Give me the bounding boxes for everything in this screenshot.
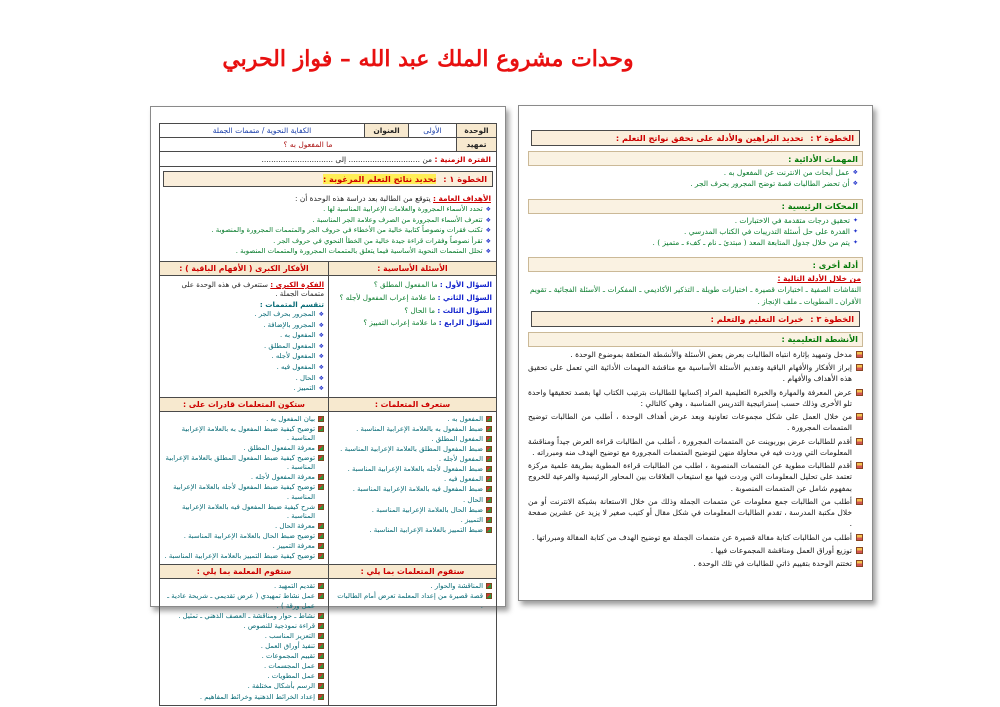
step1-table: [159, 123, 497, 706]
teacher-activity-text: عمل المطويات .: [267, 672, 315, 681]
able-to-item: [164, 552, 324, 561]
will-know-item: [333, 445, 492, 454]
bullet-icon: [318, 663, 324, 669]
diamond-icon: ✦: [852, 216, 858, 224]
teacher-activity-item: [164, 622, 324, 631]
bullet-icon: [486, 416, 492, 422]
key-criteria-header: المحكات الرئيسية :: [528, 199, 863, 214]
division-item: [164, 321, 324, 331]
division-item: [164, 384, 324, 394]
goal-item: [165, 226, 491, 236]
bullet-icon: [486, 593, 492, 599]
bullet-icon: [318, 426, 324, 432]
students-do-header: ستقوم المتعلمات بما يلي :: [328, 565, 496, 579]
question-text: ما الحال ؟: [404, 305, 436, 315]
will-know-text: المفعول فيه .: [443, 475, 483, 484]
period-row: [160, 152, 496, 167]
learning-activity-item: [528, 411, 863, 434]
bullet-icon: [318, 643, 324, 649]
division-item: [164, 352, 324, 362]
able-to-text: بيان المفعول به .: [266, 414, 315, 423]
learning-activity-text: أطلب من الطالبات كتابة مقالة قصيرة عن متممات الجملة مع توضيح الهدف من كتابة المقالة ومبرراتها .: [531, 532, 852, 542]
criteria-item: [533, 216, 858, 226]
performance-task-text: عمل أبحاث من الانترنت عن المفعول به .: [723, 168, 850, 177]
learning-activity-text: توزيع أوراق العمل ومناقشة المجموعات فيها .: [710, 545, 852, 555]
able-to-header: ستكون المتعلمات قادرات على :: [160, 398, 328, 412]
step1-page: [150, 106, 506, 701]
teacher-activity-text: تقديم التمهيد .: [273, 582, 315, 591]
will-know-item: [333, 516, 492, 525]
goals-header-label: الأهداف العامة :: [433, 194, 491, 203]
goal-text: تحدد الأسماء المجرورة والعلامات الإعرابية المناسبة لها .: [323, 205, 483, 213]
bullet-icon: [856, 560, 863, 567]
big-ideas-header: الأفكار الكبرى ( الأفهام الباقية ) :: [160, 262, 328, 276]
big-idea-text: ستتعرف في هذه الوحدة على متممات الجملة .: [181, 279, 324, 298]
bullet-icon: [318, 455, 324, 461]
big-idea-label: الفكرة الكبرى :: [270, 279, 324, 289]
bullet-icon: [318, 553, 324, 559]
teacher-activity-item: [164, 662, 324, 671]
bullet-icon: [486, 446, 492, 452]
step2-header-box: [531, 130, 860, 146]
division-item: [164, 363, 324, 373]
teacher-activity-item: [164, 652, 324, 661]
bullet-icon: [486, 527, 492, 533]
will-know-text: الحال .: [463, 495, 483, 504]
title-label: العنوان: [364, 124, 408, 138]
bullet-icon: [318, 673, 324, 679]
goal-item: [165, 205, 491, 215]
teacher-activity-text: الرسم بأشكال مختلفة .: [247, 682, 315, 691]
bullet-icon: [318, 416, 324, 422]
student-activity-item: [333, 582, 492, 591]
performance-task-item: [533, 168, 858, 178]
bullet-icon: [318, 504, 324, 510]
diamond-icon: ✦: [852, 227, 858, 235]
performance-task-item: [533, 179, 858, 189]
period-label: الفترة الزمنية :: [434, 154, 491, 164]
division-text: التمييز .: [293, 384, 316, 393]
bullet-icon: [856, 462, 863, 469]
diamond-icon: ❖: [318, 310, 324, 318]
diamond-icon: ❖: [318, 385, 324, 393]
able-to-text: توضيح كيفية ضبط المفعول المطلق بالعلامة الإعرابية المناسبة .: [165, 454, 315, 472]
will-know-text: ضبط المفعول به بالعلامة الإعرابية المناسبة .: [356, 424, 483, 433]
will-know-text: المفعول به .: [447, 414, 483, 423]
question-item: [333, 293, 492, 303]
essential-questions-header: الأسئلة الأساسية :: [328, 262, 496, 276]
diamond-icon: ❖: [318, 353, 324, 361]
knowledge-header-row: [160, 397, 496, 412]
will-know-item: [333, 455, 492, 464]
student-activity-item: [333, 592, 492, 610]
bullet-icon: [318, 445, 324, 451]
able-to-text: توضيح ضبط الحال بالعلامة الإعرابية المناسبة .: [183, 532, 315, 541]
bullet-icon: [486, 456, 492, 462]
step1-title: تحديد نتائج التعلم المرغوبة :: [322, 174, 437, 184]
teacher-activity-text: إعداد الخرائط الذهنية وخرائط المفاهيم .: [199, 692, 315, 701]
teacher-activity-text: قراءة نموذجية للنصوص .: [243, 621, 315, 630]
bullet-icon: [856, 498, 863, 505]
division-item: [164, 342, 324, 352]
criteria-item: [533, 227, 858, 237]
question-label: السؤال الرابع :: [438, 318, 492, 328]
goal-text: تتعرف الأسماء المجرورة من الصرف وعلامة الجر المناسبة .: [312, 215, 483, 224]
able-to-cell: [160, 412, 328, 565]
criteria-text: تحقيق درجات متقدمة في الاختبارات .: [734, 215, 850, 225]
bullet-icon: [318, 623, 324, 629]
diamond-icon: ❖: [485, 216, 491, 224]
period-value: من .............................. إلى ..............................: [261, 154, 433, 164]
bullet-icon: [318, 523, 324, 529]
bullet-icon: [318, 474, 324, 480]
teacher-activity-item: [164, 672, 324, 681]
activities-header-row: [160, 564, 496, 579]
will-know-item: [333, 526, 492, 535]
division-text: المفعول لأجله .: [271, 352, 316, 361]
will-know-text: المفعول لأجله .: [438, 455, 483, 464]
teacher-activity-text: تنفيذ أوراق العمل .: [260, 642, 315, 651]
will-know-item: [333, 485, 492, 494]
bullet-icon: [486, 466, 492, 472]
learning-activity-text: تختتم الوحدة بتقييم ذاتي للطالبات في تلك الوحدة .: [693, 559, 852, 569]
step1-label: الخطوة ١ :: [443, 174, 487, 184]
learning-activities-header: الأنشطة التعليمية :: [528, 332, 863, 347]
essential-questions-cell: [328, 276, 496, 397]
teacher-activity-text: عمل نشاط تمهيدي ( عرض تقديمي ـ شريحة عادية ـ عمل ورقة ) .: [167, 592, 315, 610]
question-item: [333, 306, 492, 316]
able-to-item: [164, 454, 324, 472]
teacher-activity-text: تقييم المجموعات .: [261, 652, 315, 661]
diamond-icon: ❖: [318, 321, 324, 329]
learning-activity-item: [528, 436, 863, 459]
will-know-text: ضبط المفعول لأجله بالعلامة الإعرابية المناسبة .: [347, 465, 483, 474]
bullet-icon: [486, 517, 492, 523]
bullet-icon: [856, 389, 863, 396]
question-label: السؤال الثاني :: [437, 293, 492, 303]
diamond-icon: ✦: [852, 239, 858, 247]
able-to-text: معرفة المفعول لأجله .: [250, 473, 315, 482]
learning-activity-text: أطلب من الطالبات جمع معلومات عن متممات الجملة وذلك من خلال الاستعانة بشبكة الانترنت أو من خلال مكتبة المدرسة ، تقدم الطالبات المعلومات في شكل مقال أو كتيب صغير لا يزيد عن عشرين صفحة .: [528, 496, 852, 529]
diamond-icon: ❖: [485, 237, 491, 245]
diamond-icon: ❖: [485, 206, 491, 213]
division-text: المفعول المطلق .: [263, 341, 316, 350]
unit-value: الأولى: [408, 124, 456, 138]
learning-activity-text: مدخل وتمهيد بإثارة انتباه الطالبات بعرض بعض الأسئلة والأنشطة المتعلقة بموضوع الوحدة .: [570, 349, 852, 359]
diamond-icon: ❖: [852, 180, 858, 188]
diamond-icon: ❖: [318, 374, 324, 382]
teacher-activity-item: [164, 632, 324, 641]
teacher-activity-item: [164, 642, 324, 651]
will-know-text: ضبط المفعول فيه بالعلامة الإعرابية المناسبة .: [352, 485, 483, 494]
step3-label: الخطوة ٣ :: [810, 313, 854, 324]
will-know-text: ضبط الحال بالعلامة الإعرابية المناسبة .: [371, 505, 483, 514]
bullet-icon: [318, 653, 324, 659]
division-text: المجرور بالإضافة .: [263, 320, 316, 329]
other-evidence-header: أدلة أخرى :: [528, 257, 863, 272]
learning-activity-text: أقدم للطالبات عرض بوربوينت عن المتممات المجرورة ، أطلب من الطالبات قراءة العرض جيداً ومناقشة المعلومات التي وردت فيه في محاولة منهن لتوضيح المتممات المجرورة مع توضيح الهدف منه ومبرراته .: [528, 436, 852, 457]
bullet-icon: [486, 486, 492, 492]
will-know-item: [333, 475, 492, 484]
learning-activity-text: إبراز الأفكار والأفهام الباقية وتقديم الأسئلة الأساسية مع مناقشة المهمات الأدائية التي تعمل على تحقيق هذه الأهداف والأفهام .: [528, 363, 852, 384]
performance-tasks-header: المهمات الأدائية :: [528, 151, 863, 166]
unit-info-row: [160, 124, 496, 138]
student-activity-text: المناقشة والحوار .: [430, 582, 483, 591]
will-know-item: [333, 506, 492, 515]
intro-row: [160, 138, 496, 152]
will-know-header: ستعرف المتعلمات :: [328, 398, 496, 412]
learning-activity-text: أقدم للطالبات مطوية عن المتممات المنصوبة ، اطلب من الطالبات قراءة المطوية بطريقة علمية مركزة تعتمد على تحليل المعلومات التي وردت فيها مع استيعاب العلاقات بين المحاور الرئيسية والفرعية للخروج بمفهوم شامل عن المتممات المنصوبة .: [528, 461, 852, 493]
learning-activity-item: [528, 496, 863, 530]
diamond-icon: ❖: [318, 342, 324, 350]
big-idea-line: [164, 280, 324, 298]
unit-label: الوحدة: [456, 124, 496, 138]
division-item: [164, 331, 324, 341]
learning-activity-item: [528, 558, 863, 569]
goals-header-rest: يتوقع من الطالبة بعد دراسة هذه الوحدة أن :: [295, 194, 431, 203]
bullet-icon: [318, 533, 324, 539]
bullet-icon: [856, 534, 863, 541]
able-to-text: شرح كيفية ضبط المفعول فيه بالعلامة الإعرابية المناسبة .: [182, 502, 315, 520]
bullet-icon: [318, 613, 324, 619]
division-text: المجرور بحرف الجر .: [254, 309, 316, 318]
step2-label: الخطوة ٢ :: [810, 133, 854, 143]
learning-activity-text: عرض المعرفة والمهارة والخبرة التعليمية المراد إكسابها للطالبات بترتيب الكتاب لها بقصد تحقيقها واحدة تلو الأخرى وذلك حسب إستراتيجية التدريس المناسبة ، وهي كالتالي :: [528, 387, 852, 408]
criteria-text: القدرة على حل أسئلة التدريبات في الكتاب المدرسي .: [684, 226, 850, 236]
able-to-item: [164, 532, 324, 541]
bullet-icon: [856, 364, 863, 371]
teacher-activity-text: نشاط ـ حوار ومناقشة ـ العصف الذهني ـ تمثيل .: [178, 611, 315, 620]
bullet-icon: [318, 593, 324, 599]
teacher-do-cell: [160, 579, 328, 704]
able-to-text: توضيح كيفية ضبط المفعول لأجله بالعلامة الإعرابية المناسبة .: [173, 483, 315, 501]
learning-activity-item: [528, 545, 863, 556]
bullet-icon: [856, 438, 863, 445]
bullet-icon: [486, 426, 492, 432]
bullet-icon: [856, 413, 863, 420]
will-know-item: [333, 496, 492, 505]
ideas-questions-body: [160, 276, 496, 397]
goals-header: [160, 191, 496, 204]
document-title: وحدات مشروع الملك عبد الله – فواز الحربي: [222, 46, 634, 72]
able-to-text: معرفة المفعول المطلق .: [243, 444, 315, 453]
question-label: السؤال الثالث :: [437, 305, 492, 315]
diamond-icon: ❖: [318, 363, 324, 371]
knowledge-body: [160, 412, 496, 565]
question-text: ما المفعول المطلق ؟: [373, 280, 438, 290]
able-to-item: [164, 444, 324, 453]
other-evidence-lead: من خلال الأدلة التالية :: [777, 274, 861, 284]
teacher-activity-item: [164, 693, 324, 702]
bullet-icon: [856, 351, 863, 358]
division-text: المفعول فيه .: [276, 362, 316, 371]
learning-activity-item: [528, 532, 863, 543]
question-label: السؤال الأول :: [439, 280, 492, 290]
step3-header-box: [531, 311, 860, 327]
goal-text: تكتب فقرات ونصوصاً كتابية خالية من الأخطاء في حروف الجر والمتممات المجرورة والمنصوبة .: [211, 226, 483, 235]
teacher-activity-item: [164, 592, 324, 610]
will-know-text: ضبط المفعول المطلق بالعلامة الإعرابية المناسبة .: [340, 445, 483, 454]
bullet-icon: [486, 507, 492, 513]
division-text: الحال .: [295, 373, 316, 382]
criteria-item: [533, 238, 858, 248]
intro-label: تمهيد: [456, 138, 496, 152]
learning-activity-text: من خلال العمل على شكل مجموعات تعاونية وبعد عرض أهداف الوحدة ، أطلب من الطالبات توضيح المتممات المجرورة .: [528, 412, 852, 433]
divisions-label: تنقسم المتممات :: [259, 299, 324, 309]
bullet-icon: [318, 583, 324, 589]
will-know-item: [333, 465, 492, 474]
goal-text: تحلل المتممات النحوية الأساسية فيما يتعلق بالمتممات المجرورة والمتممات المنصوبة .: [235, 247, 483, 256]
teacher-activity-item: [164, 612, 324, 621]
question-item: [333, 280, 492, 290]
step1-header-box: [163, 171, 493, 187]
bullet-icon: [318, 633, 324, 639]
teacher-activity-item: [164, 682, 324, 691]
will-know-text: التمييز .: [460, 515, 483, 524]
diamond-icon: ❖: [485, 248, 491, 256]
able-to-text: توضيح كيفية ضبط التمييز بالعلامة الإعرابية المناسبة .: [164, 552, 315, 561]
teacher-activity-text: عمل المجسمات .: [263, 662, 315, 671]
learning-activity-item: [528, 387, 863, 410]
big-idea-cell: [160, 276, 328, 397]
division-text: المفعول به .: [280, 331, 316, 340]
student-activity-text: قصة قصيرة من إعداد المعلمة تعرض أمام الطالبات .: [337, 592, 483, 610]
will-know-text: ضبط التمييز بالعلامة الإعرابية المناسبة .: [369, 525, 483, 534]
bullet-icon: [318, 543, 324, 549]
question-item: [333, 318, 492, 328]
goal-item: [165, 247, 491, 257]
learning-activities-list: [528, 349, 863, 570]
able-to-item: [164, 542, 324, 551]
teacher-activity-item: [164, 582, 324, 591]
able-to-item: [164, 522, 324, 531]
goal-item: [165, 216, 491, 226]
will-know-cell: [328, 412, 496, 565]
performance-tasks-list: [528, 168, 863, 194]
bullet-icon: [318, 694, 324, 700]
learning-activity-item: [528, 362, 863, 385]
able-to-item: [164, 425, 324, 443]
students-do-cell: [328, 579, 496, 704]
divisions-list: [164, 310, 324, 394]
diamond-icon: ❖: [485, 227, 491, 235]
goal-item: [165, 237, 491, 247]
learning-activity-item: [528, 349, 863, 360]
question-text: ما علامة إعراب المفعول لأجله ؟: [339, 293, 436, 303]
able-to-text: توضيح كيفية ضبط المفعول به بالعلامة الإعرابية المناسبة .: [181, 424, 315, 442]
teacher-do-header: ستقوم المعلمة بما يلي :: [160, 565, 328, 579]
bullet-icon: [486, 497, 492, 503]
diamond-icon: ❖: [852, 169, 858, 176]
able-to-item: [164, 503, 324, 521]
will-know-item: [333, 425, 492, 434]
criteria-text: يتم من خلال جدول المتابعة المعد ( مبتدئ ـ نام ـ كفء ـ متميز ) .: [652, 238, 850, 248]
other-evidence-text: النقاشات الصفية ـ اختبارات قصيرة ـ اختبارات طويلة ـ التذكير الأكاديمي ـ المفكرات ـ الأسئلة الفجائية ـ تقويم الأقران ـ المطويات ـ ملف الإنجاز .: [530, 285, 861, 306]
bullet-icon: [856, 547, 863, 554]
division-item: [164, 374, 324, 384]
step3-title: خبرات التعليم والتعلم :: [710, 313, 804, 324]
question-text: ما علامة إعراب التمييز ؟: [363, 318, 437, 328]
bullet-icon: [318, 484, 324, 490]
able-to-item: [164, 473, 324, 482]
bullet-icon: [486, 476, 492, 482]
teacher-activity-text: التعزيز المناسب .: [264, 631, 315, 640]
goals-list: [160, 205, 496, 261]
diamond-icon: ❖: [318, 332, 324, 340]
able-to-text: معرفة الحال .: [275, 521, 315, 530]
performance-task-text: أن تحضر الطالبات قصة توضح المجرور بحرف الجر .: [690, 179, 850, 189]
bullet-icon: [486, 436, 492, 442]
ideas-questions-header-row: [160, 261, 496, 276]
key-criteria-list: [528, 216, 863, 253]
activities-body: [160, 579, 496, 704]
step2-title: تحديد البراهين والأدلة على تحقق نواتج التعلم :: [615, 133, 804, 143]
will-know-item: [333, 435, 492, 444]
will-know-item: [333, 415, 492, 424]
able-to-item: [164, 483, 324, 501]
bullet-icon: [318, 683, 324, 689]
will-know-text: المفعول المطلق .: [431, 434, 483, 443]
step2-3-page: [518, 105, 873, 601]
able-to-text: معرفة التمييز .: [272, 542, 315, 551]
title-value: الكفاية النحوية / متممات الجملة: [160, 124, 364, 138]
division-item: [164, 310, 324, 320]
bullet-icon: [486, 583, 492, 589]
learning-activity-item: [528, 460, 863, 494]
goal-text: تقرأ نصوصاً وفقرات قراءة جيدة خالية من الخطأ النحوي في حروف الجر .: [273, 236, 483, 245]
intro-value: ما المفعول به ؟: [160, 138, 456, 152]
able-to-item: [164, 415, 324, 424]
